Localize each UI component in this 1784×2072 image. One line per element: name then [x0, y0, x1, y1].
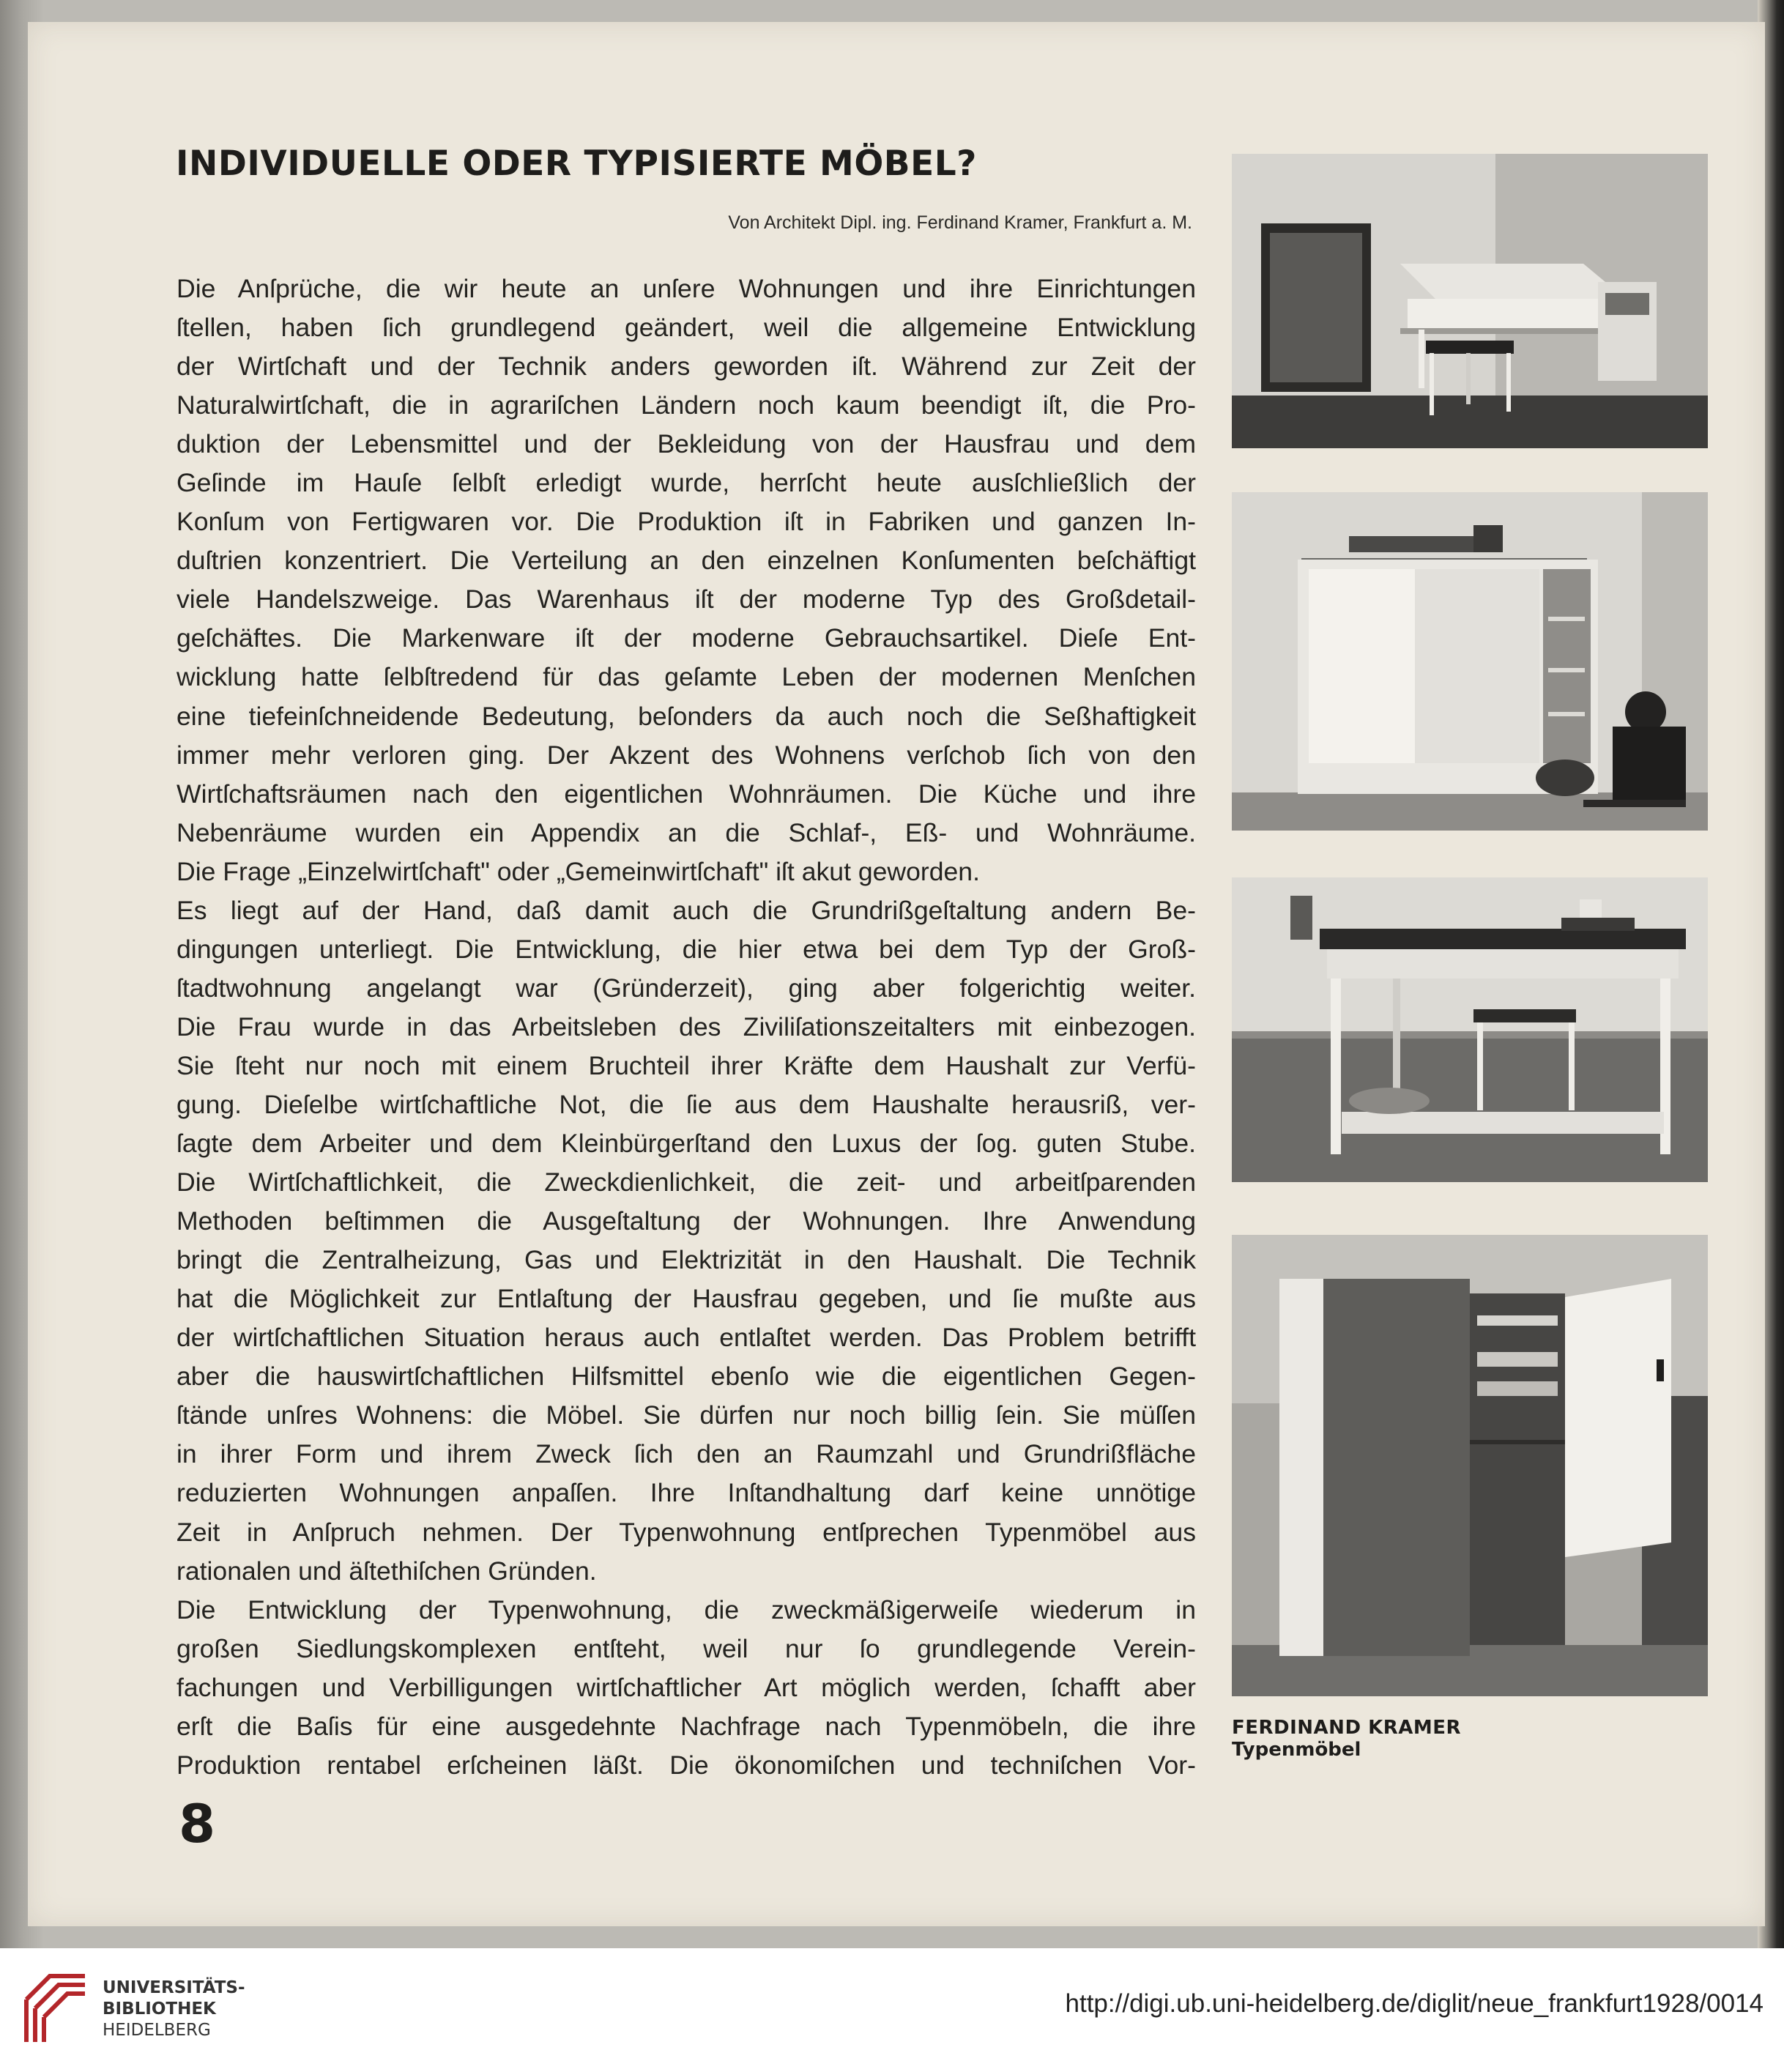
- body-line: geſchäftes. Die Markenware iſt der moderne Gebrauchsartikel. Dieſe Ent-: [176, 623, 1196, 653]
- body-line: Die Frage „Einzelwirtſchaft" oder „Gemeinwirtſchaft" iſt akut geworden.: [176, 856, 980, 886]
- body-line: Sie ſteht nur noch mit einem Bruchteil ihrer Kräfte dem Haushalt zur Verfü-: [176, 1050, 1196, 1080]
- photo-wardrobe: [1232, 1235, 1708, 1696]
- page-number: 8: [179, 1793, 216, 1854]
- library-name-line-1: UNIVERSITÄTS-: [103, 1978, 245, 1997]
- body-line: fachungen und Verbilligungen wirtſchaftlicher Art möglich werden, ſchafft aber: [176, 1672, 1196, 1702]
- body-line: gung. Dieſelbe wirtſchaftliche Not, die ſie aus dem Haushalte herausriß, ver-: [176, 1089, 1196, 1119]
- library-name-line-2: BIBLIOTHEK: [103, 1999, 216, 2019]
- body-line: Methoden beſtimmen die Ausgeſtaltung der Wohnungen. Ihre Anwendung: [176, 1206, 1196, 1236]
- body-line: Die Anſprüche, die wir heute an unſere Wohnungen und ihre Einrichtungen: [176, 274, 1196, 303]
- kitchen-table-photo-illustration: [1232, 877, 1708, 1182]
- body-line: Nebenräume wurden ein Appendix an die Schlaf-, Eß- und Wohnräume.: [176, 817, 1196, 847]
- body-line: immer mehr verloren ging. Der Akzent des Wohnens verſchob ſich von den: [176, 740, 1196, 770]
- library-logo-icon: [21, 1970, 91, 2048]
- photo-sideboard-child: [1232, 492, 1708, 831]
- body-line: Geſinde im Hauſe ſelbſt erledigt wurde, herrſcht heute ausſchließlich der: [176, 468, 1196, 498]
- article-byline: Von Architekt Dipl. ing. Ferdinand Kramer, Frankfurt a. M.: [728, 212, 1192, 233]
- bedroom-photo-illustration: [1232, 154, 1708, 448]
- body-line: großen Siedlungskomplexen entſteht, weil nur ſo grundlegende Verein-: [176, 1633, 1196, 1663]
- body-line: der Wirtſchaft und der Technik anders geworden iſt. Während zur Zeit der: [176, 352, 1196, 382]
- body-line: eine tiefeinſchneidende Bedeutung, beſonders da auch noch die Seßhaftigkeit: [176, 701, 1196, 731]
- body-line: aber die hauswirtſchaftlichen Hilfsmittel ebenſo wie die eigentlichen Gegen-: [176, 1362, 1196, 1392]
- body-line: Die Wirtſchaftlichkeit, die Zweckdienlichkeit, die zeit- und arbeitſparenden: [176, 1167, 1196, 1197]
- caption-author: FERDINAND KRAMER: [1232, 1717, 1462, 1739]
- body-line: reduzierten Wohnungen anpaſſen. Ihre Inſtandhaltung darf keine unnötige: [176, 1478, 1196, 1508]
- body-line: duktion der Lebensmittel und der Bekleidung von der Hausfrau und dem: [176, 429, 1196, 459]
- article-body: [176, 270, 1196, 1785]
- body-line: duſtrien konzentriert. Die Verteilung an den einzelnen Konſumenten beſchäftigt: [176, 546, 1196, 576]
- body-line: ſagte dem Arbeiter und dem Kleinbürgerſtand den Luxus der ſog. guten Stube.: [176, 1129, 1196, 1159]
- photo-kitchen-table: [1232, 877, 1708, 1182]
- caption-subtitle: Typenmöbel: [1232, 1739, 1361, 1761]
- body-line: wicklung hatte ſelbſtredend für das geſamte Leben der modernen Menſchen: [176, 662, 1196, 692]
- body-line: ſtadtwohnung angelangt war (Gründerzeit), ging aber folgerichtig weiter.: [176, 973, 1196, 1003]
- body-line: Die Frau wurde in das Arbeitsleben des Ziviliſationszeitalters mit einbezogen.: [176, 1011, 1196, 1041]
- body-line: hat die Möglichkeit zur Entlaſtung der Hausfrau gegeben, und ſie mußte aus: [176, 1284, 1196, 1314]
- photo-bedroom-furniture: [1232, 154, 1708, 448]
- library-name: [103, 1978, 245, 2041]
- body-line: Es liegt auf der Hand, daß damit auch die Grundrißgeſtaltung andern Be-: [176, 895, 1196, 925]
- body-line: ſtellen, haben ſich grundlegend geändert, weil die allgemeine Entwicklung: [176, 313, 1196, 343]
- body-line: ſtände unſres Wohnens: die Möbel. Sie dürfen nur noch billig ſein. Sie müſſen: [176, 1400, 1196, 1430]
- body-line: in ihrer Form und ihrem Zweck ſich den an Raumzahl und Grundrißfläche: [176, 1439, 1196, 1469]
- wardrobe-photo-illustration: [1232, 1235, 1708, 1696]
- university-library-logo[interactable]: [21, 1970, 91, 2048]
- body-line: Zeit in Anſpruch nehmen. Der Typenwohnung entſprechen Typenmöbel aus: [176, 1517, 1196, 1547]
- body-line: der wirtſchaftlichen Situation heraus auch entlaſtet werden. Das Problem betrifft: [176, 1323, 1196, 1353]
- sideboard-photo-illustration: [1232, 492, 1708, 831]
- document-url[interactable]: http://digi.ub.uni-heidelberg.de/diglit/neue_frankfurt1928/0014: [1065, 1989, 1763, 2018]
- library-name-line-3: HEIDELBERG: [103, 2021, 211, 2040]
- body-line: Wirtſchaftsräumen nach den eigentlichen Wohnräumen. Die Küche und ihre: [176, 779, 1196, 809]
- body-line: bringt die Zentralheizung, Gas und Elektrizität in den Haushalt. Die Technik: [176, 1245, 1196, 1275]
- body-line: Die Entwicklung der Typenwohnung, die zweckmäßigerweiſe wiederum in: [176, 1594, 1196, 1624]
- body-line: Konſum von Fertigwaren vor. Die Produktion iſt in Fabriken und ganzen In-: [176, 507, 1196, 537]
- viewer-footer: [0, 1948, 1784, 2072]
- body-line: dingungen unterliegt. Die Entwicklung, die hier etwa bei dem Typ der Groß-: [176, 934, 1196, 964]
- body-line: Naturalwirtſchaft, die in agrariſchen Ländern noch kaum beendigt iſt, die Pro-: [176, 390, 1196, 420]
- body-line: rationalen und äſtethiſchen Gründen.: [176, 1556, 597, 1586]
- body-line: viele Handelszweige. Das Warenhaus iſt der moderne Typ des Großdetail-: [176, 584, 1196, 614]
- article-title: INDIVIDUELLE ODER TYPISIERTE MÖBEL?: [176, 144, 977, 184]
- photo-caption: [1232, 1717, 1461, 1761]
- body-line: erſt die Baſis für eine ausgedehnte Nachfrage nach Typenmöbeln, die ihre: [176, 1711, 1196, 1741]
- body-line: Produktion rentabel erſcheinen läßt. Die ökonomiſchen und techniſchen Vor-: [176, 1750, 1196, 1780]
